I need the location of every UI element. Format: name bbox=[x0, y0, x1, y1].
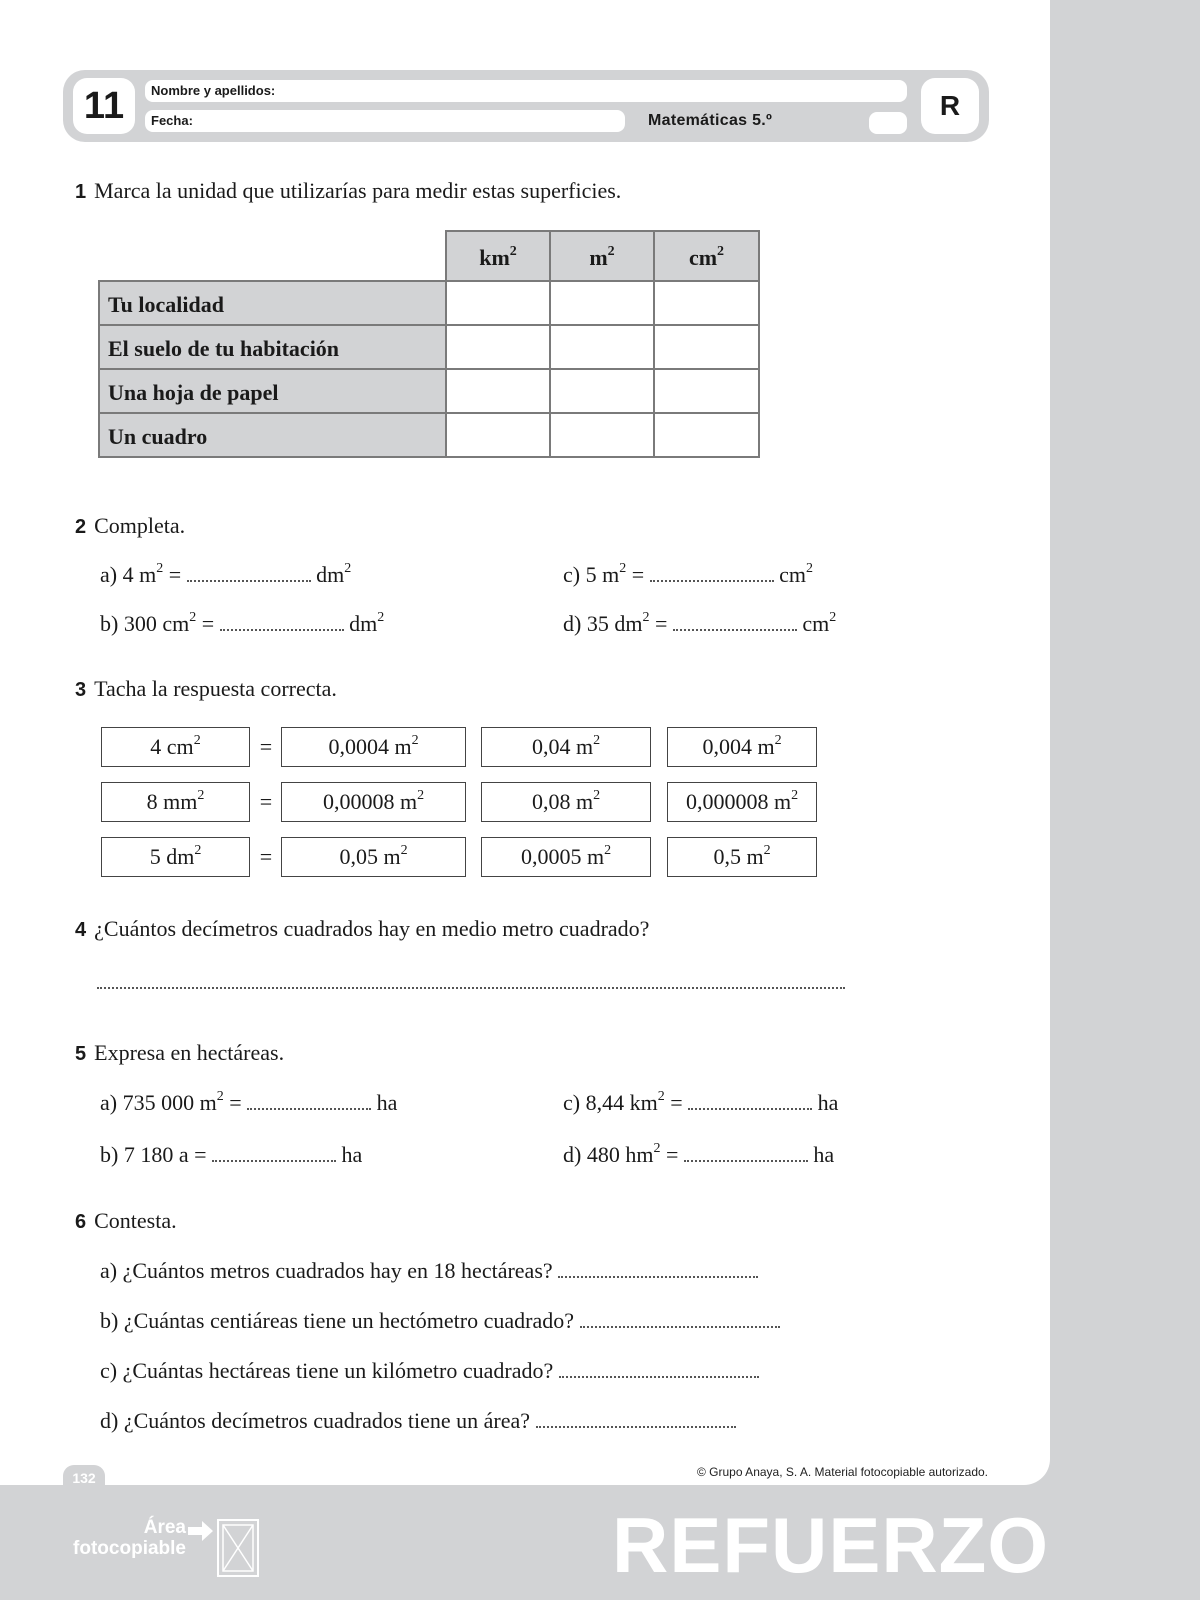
target-unit: ha bbox=[812, 1090, 839, 1115]
level-letter: R bbox=[921, 78, 979, 134]
item-label: b) 300 cm bbox=[100, 611, 190, 636]
column-unit: m bbox=[589, 245, 608, 270]
conversion-item-d bbox=[563, 611, 836, 637]
item-label: d) 35 dm bbox=[563, 611, 643, 636]
arrow-right-icon bbox=[188, 1520, 214, 1542]
worksheet-header bbox=[63, 70, 989, 142]
hectare-item-c bbox=[563, 1090, 838, 1116]
exponent: 2 bbox=[400, 842, 408, 858]
photocopier-icon bbox=[216, 1518, 260, 1578]
unit-number: 11 bbox=[73, 78, 135, 134]
answer-line[interactable] bbox=[97, 987, 845, 989]
area-line-2: fotocopiable bbox=[73, 1538, 186, 1559]
exercise-2-title bbox=[75, 513, 185, 539]
column-header-km2 bbox=[445, 230, 551, 282]
answer-cell[interactable] bbox=[653, 280, 760, 326]
conversion-item-b bbox=[100, 611, 384, 637]
question-value: 5 dm bbox=[149, 844, 195, 869]
option-box[interactable] bbox=[281, 782, 466, 822]
exponent: 2 bbox=[593, 732, 601, 748]
exercise-number: 5 bbox=[75, 1043, 87, 1065]
row-label-localidad: Tu localidad bbox=[98, 280, 447, 326]
exercise-text: Tacha la respuesta correcta. bbox=[94, 676, 337, 701]
exercise-text: Contesta. bbox=[94, 1208, 177, 1233]
section-title: REFUERZO bbox=[612, 1501, 1049, 1589]
date-field[interactable] bbox=[145, 110, 625, 132]
exponent: 2 bbox=[216, 1088, 224, 1104]
exponent: 2 bbox=[604, 842, 612, 858]
question-box bbox=[101, 727, 250, 767]
exercise-text: Marca la unidad que utilizarías para medir estas superficies. bbox=[94, 178, 622, 203]
conversion-item-a bbox=[100, 562, 351, 588]
exercise-text: Completa. bbox=[94, 513, 186, 538]
question-item-a bbox=[100, 1258, 758, 1284]
answer-blank[interactable] bbox=[688, 1094, 812, 1110]
subject-label: Matemáticas 5.º bbox=[648, 112, 773, 129]
copyright-notice: © Grupo Anaya, S. A. Material fotocopiable autorizado. bbox=[696, 1465, 988, 1479]
equals-sign: = bbox=[649, 611, 668, 636]
exercise-text: ¿Cuántos decímetros cuadrados hay en medio metro cuadrado? bbox=[94, 916, 650, 941]
equals-sign: = bbox=[664, 1090, 683, 1115]
question-value: 8 mm bbox=[146, 789, 198, 814]
target-unit: dm bbox=[310, 562, 345, 587]
exercise-1-title bbox=[75, 178, 621, 204]
column-exponent: 2 bbox=[717, 243, 725, 259]
question-text: d) ¿Cuántos decímetros cuadrados tiene un área? bbox=[100, 1408, 531, 1433]
exponent: 2 bbox=[653, 1140, 661, 1156]
class-field[interactable] bbox=[869, 112, 907, 134]
column-unit: km bbox=[479, 245, 510, 270]
answer-blank[interactable] bbox=[558, 1262, 758, 1278]
equals-sign: = bbox=[626, 562, 645, 587]
option-value: 0,0005 m bbox=[520, 844, 605, 869]
option-box[interactable] bbox=[667, 837, 817, 877]
exercise-4-title bbox=[75, 916, 649, 942]
equals-sign: = bbox=[259, 789, 273, 814]
item-label: a) 735 000 m bbox=[100, 1090, 217, 1115]
option-value: 0,04 m bbox=[531, 734, 594, 759]
target-unit: ha bbox=[371, 1090, 398, 1115]
answer-cell[interactable] bbox=[653, 324, 760, 370]
exercise-number: 2 bbox=[75, 516, 87, 538]
question-item-d bbox=[100, 1408, 736, 1434]
exercise-5-title bbox=[75, 1040, 284, 1066]
answer-blank[interactable] bbox=[673, 615, 797, 631]
exponent: 2 bbox=[194, 842, 202, 858]
option-box[interactable] bbox=[281, 727, 466, 767]
question-text: b) ¿Cuántas centiáreas tiene un hectómetro cuadrado? bbox=[100, 1308, 574, 1333]
exponent: 2 bbox=[197, 787, 205, 803]
option-value: 0,000008 m bbox=[685, 789, 792, 814]
target-unit: cm bbox=[796, 611, 830, 636]
exponent: 2 bbox=[829, 609, 837, 625]
exponent: 2 bbox=[806, 560, 814, 576]
hectare-item-d bbox=[563, 1142, 834, 1168]
answer-cell[interactable] bbox=[549, 368, 655, 414]
answer-blank[interactable] bbox=[212, 1146, 336, 1162]
column-unit: cm bbox=[688, 245, 718, 270]
answer-blank[interactable] bbox=[187, 566, 311, 582]
exponent: 2 bbox=[763, 842, 771, 858]
row-label-habitacion: El suelo de tu habitación bbox=[98, 324, 447, 370]
exponent: 2 bbox=[156, 560, 164, 576]
column-header-cm2 bbox=[653, 230, 760, 282]
exponent: 2 bbox=[774, 732, 782, 748]
answer-cell[interactable] bbox=[549, 412, 655, 458]
answer-cell[interactable] bbox=[653, 368, 760, 414]
question-box bbox=[101, 837, 250, 877]
answer-cell[interactable] bbox=[549, 280, 655, 326]
equals-sign: = bbox=[660, 1142, 679, 1167]
row-label-cuadro: Un cuadro bbox=[98, 412, 447, 458]
exercise-3-title bbox=[75, 676, 337, 702]
question-text: a) ¿Cuántos metros cuadrados hay en 18 hectáreas? bbox=[100, 1258, 553, 1283]
answer-cell[interactable] bbox=[445, 412, 551, 458]
column-header-m2 bbox=[549, 230, 655, 282]
exponent: 2 bbox=[193, 732, 201, 748]
exercise-number: 3 bbox=[75, 679, 87, 701]
exercise-6-title bbox=[75, 1208, 177, 1234]
answer-cell[interactable] bbox=[549, 324, 655, 370]
equals-sign: = bbox=[223, 1090, 242, 1115]
exponent: 2 bbox=[189, 609, 197, 625]
exponent: 2 bbox=[417, 787, 425, 803]
answer-blank[interactable] bbox=[580, 1312, 780, 1328]
target-unit: ha bbox=[807, 1142, 835, 1167]
area-line-1: Área bbox=[143, 1517, 186, 1538]
question-box bbox=[101, 782, 250, 822]
exponent: 2 bbox=[411, 732, 419, 748]
answer-cell[interactable] bbox=[653, 412, 760, 458]
answer-cell[interactable] bbox=[445, 368, 551, 414]
exercise-number: 4 bbox=[75, 919, 87, 941]
option-value: 0,08 m bbox=[531, 789, 594, 814]
answer-blank[interactable] bbox=[536, 1412, 736, 1428]
hectare-item-b bbox=[100, 1142, 362, 1168]
option-box[interactable] bbox=[481, 727, 651, 767]
target-unit: cm bbox=[773, 562, 807, 587]
exponent: 2 bbox=[791, 787, 799, 803]
exercise-number: 6 bbox=[75, 1211, 87, 1233]
equals-sign: = bbox=[259, 734, 273, 759]
exponent: 2 bbox=[619, 560, 627, 576]
target-unit: dm bbox=[343, 611, 378, 636]
item-label: c) 5 m bbox=[563, 562, 620, 587]
exponent: 2 bbox=[344, 560, 352, 576]
answer-cell[interactable] bbox=[445, 280, 551, 326]
option-value: 0,5 m bbox=[713, 844, 764, 869]
answer-blank[interactable] bbox=[684, 1146, 808, 1162]
option-box[interactable] bbox=[667, 782, 817, 822]
date-label: Fecha: bbox=[151, 113, 193, 128]
answer-blank[interactable] bbox=[247, 1094, 371, 1110]
column-exponent: 2 bbox=[607, 243, 615, 259]
answer-blank[interactable] bbox=[559, 1362, 759, 1378]
item-label: d) 480 hm bbox=[563, 1142, 654, 1167]
exponent: 2 bbox=[593, 787, 601, 803]
option-box[interactable] bbox=[481, 782, 651, 822]
answer-blank[interactable] bbox=[650, 566, 774, 582]
column-exponent: 2 bbox=[509, 243, 517, 259]
exponent: 2 bbox=[377, 609, 385, 625]
item-label: c) 8,44 km bbox=[563, 1090, 658, 1115]
equals-sign: = bbox=[163, 562, 182, 587]
target-unit: ha bbox=[336, 1142, 363, 1167]
option-box[interactable] bbox=[667, 727, 817, 767]
name-field[interactable] bbox=[145, 80, 907, 102]
row-label-papel: Una hoja de papel bbox=[98, 368, 447, 414]
equals-sign: = bbox=[196, 611, 215, 636]
option-value: 0,05 m bbox=[339, 844, 401, 869]
question-value: 4 cm bbox=[150, 734, 194, 759]
hectare-item-a bbox=[100, 1090, 397, 1116]
conversion-item-c bbox=[563, 562, 813, 588]
option-value: 0,0004 m bbox=[328, 734, 412, 759]
option-box[interactable] bbox=[281, 837, 466, 877]
question-item-c bbox=[100, 1358, 759, 1384]
option-value: 0,004 m bbox=[702, 734, 775, 759]
question-text: c) ¿Cuántas hectáreas tiene un kilómetro cuadrado? bbox=[100, 1358, 554, 1383]
option-box[interactable] bbox=[481, 837, 651, 877]
page-number: 132 bbox=[63, 1465, 105, 1487]
item-label: b) 7 180 a = bbox=[100, 1142, 207, 1167]
exercise-number: 1 bbox=[75, 181, 87, 203]
question-item-b bbox=[100, 1308, 780, 1334]
option-value: 0,00008 m bbox=[322, 789, 418, 814]
exponent: 2 bbox=[642, 609, 650, 625]
answer-cell[interactable] bbox=[445, 324, 551, 370]
answer-blank[interactable] bbox=[220, 615, 344, 631]
photocopy-area-label bbox=[58, 1517, 186, 1559]
exercise-text: Expresa en hectáreas. bbox=[94, 1040, 285, 1065]
exponent: 2 bbox=[657, 1088, 665, 1104]
name-label: Nombre y apellidos: bbox=[151, 83, 276, 98]
item-label: a) 4 m bbox=[100, 562, 157, 587]
equals-sign: = bbox=[259, 844, 273, 869]
